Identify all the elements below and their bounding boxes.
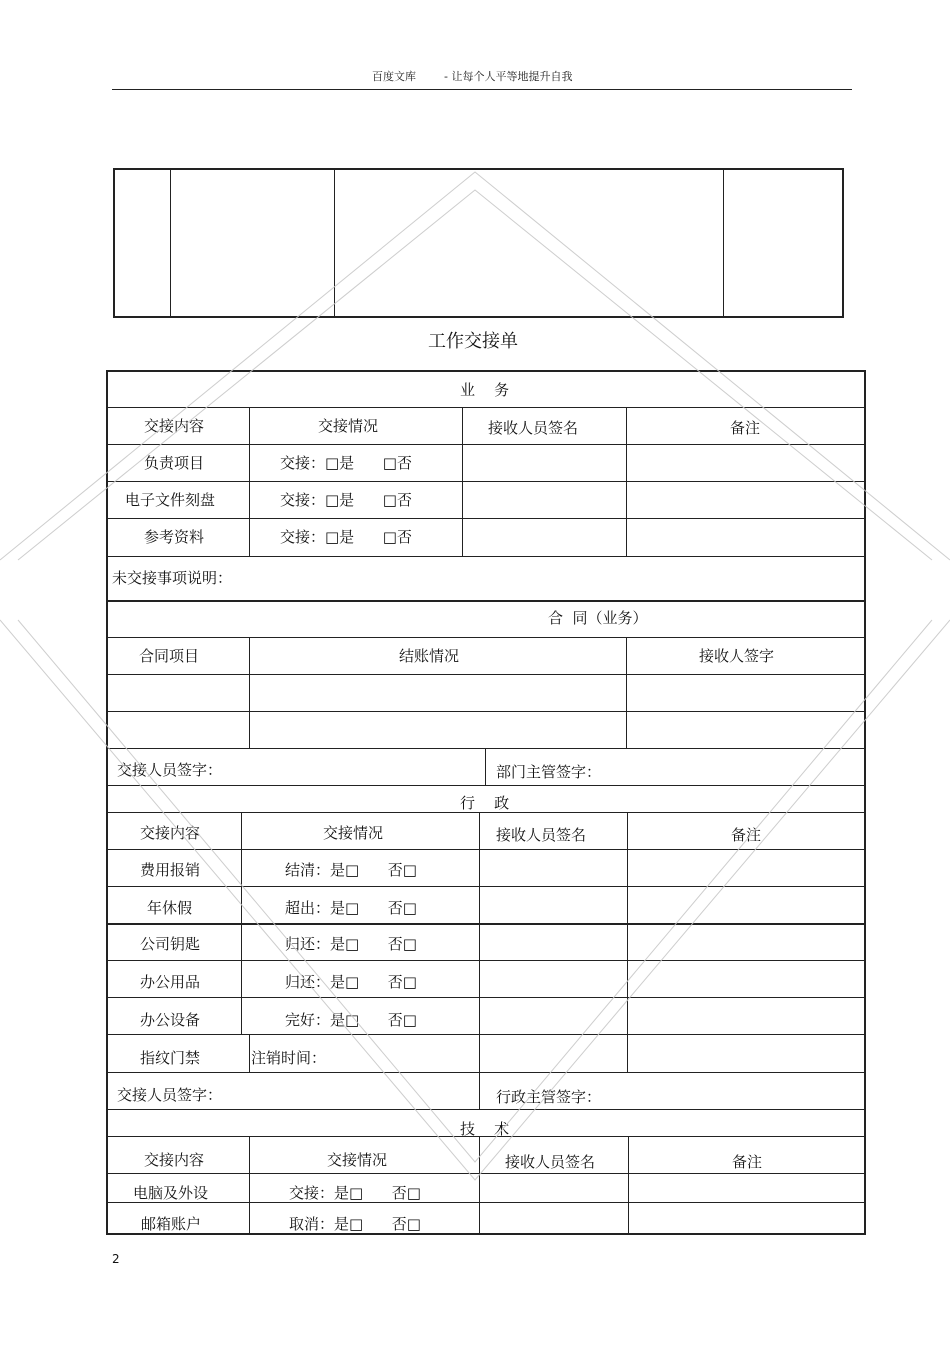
admin-row-status[interactable]: 归还：是□ 否□ bbox=[285, 973, 417, 991]
business-col-header: 接收人员签名 bbox=[488, 419, 579, 437]
tech-row-item: 电脑及外设 bbox=[133, 1184, 209, 1202]
contract-manager-sign: 部门主管签字： bbox=[496, 763, 602, 781]
row-line bbox=[106, 600, 866, 602]
col-line bbox=[485, 748, 486, 785]
business-section-title: 业 务 bbox=[460, 381, 510, 399]
top-table-border bbox=[113, 168, 844, 318]
row-line bbox=[106, 960, 866, 961]
contract-section-title: 合 同（业务） bbox=[548, 609, 648, 627]
row-line bbox=[106, 1173, 866, 1174]
row-line bbox=[106, 481, 866, 482]
page-number: 2 bbox=[112, 1252, 120, 1266]
contract-col-header: 合同项目 bbox=[139, 647, 200, 665]
row-line bbox=[106, 748, 866, 749]
admin-handover-sign: 交接人员签字： bbox=[117, 1086, 223, 1104]
row-line bbox=[106, 1034, 866, 1035]
row-line bbox=[106, 812, 866, 813]
admin-col-header: 备注 bbox=[731, 826, 762, 844]
admin-col-header: 接收人员签名 bbox=[496, 826, 587, 844]
admin-manager-sign: 行政主管签字： bbox=[496, 1088, 602, 1106]
contract-handover-sign: 交接人员签字： bbox=[117, 761, 223, 779]
col-line bbox=[626, 407, 627, 556]
row-line bbox=[106, 997, 866, 998]
admin-col-header: 交接内容 bbox=[140, 824, 201, 842]
col-line bbox=[462, 407, 463, 556]
header-rule bbox=[112, 89, 852, 90]
row-line bbox=[106, 637, 866, 638]
row-line bbox=[106, 849, 866, 850]
admin-row-item: 指纹门禁 bbox=[140, 1049, 201, 1067]
row-line bbox=[106, 1202, 866, 1203]
col-line bbox=[249, 637, 250, 748]
top-table-divider bbox=[723, 168, 724, 318]
row-line bbox=[106, 518, 866, 519]
business-row-item: 参考资料 bbox=[144, 528, 205, 546]
row-line bbox=[106, 407, 866, 408]
col-line bbox=[249, 407, 250, 556]
header-slogan: - 让每个人平等地提升自我 bbox=[444, 70, 573, 83]
contract-col-header: 结账情况 bbox=[399, 647, 460, 665]
row-line bbox=[106, 556, 866, 557]
admin-row-status[interactable]: 注销时间： bbox=[251, 1049, 327, 1067]
col-line bbox=[628, 1136, 629, 1235]
contract-col-header: 接收人签字 bbox=[699, 647, 775, 665]
tech-col-header: 接收人员签名 bbox=[505, 1153, 596, 1171]
admin-row-item: 办公设备 bbox=[140, 1011, 201, 1029]
business-col-header: 交接内容 bbox=[144, 417, 205, 435]
top-table-divider bbox=[334, 168, 335, 318]
admin-section-title: 行 政 bbox=[460, 794, 510, 812]
row-line bbox=[106, 886, 866, 887]
tech-col-header: 备注 bbox=[732, 1153, 763, 1171]
admin-row-status[interactable]: 结清：是□ 否□ bbox=[285, 861, 417, 879]
business-row-item: 负责项目 bbox=[144, 454, 205, 472]
admin-col-header: 交接情况 bbox=[323, 824, 384, 842]
col-line bbox=[626, 637, 627, 748]
tech-section-title: 技 术 bbox=[460, 1120, 510, 1138]
col-line bbox=[249, 1136, 250, 1235]
row-line bbox=[106, 923, 866, 925]
row-line bbox=[106, 1109, 866, 1110]
row-line bbox=[106, 711, 866, 712]
business-col-header: 交接情况 bbox=[318, 417, 379, 435]
admin-row-item: 办公用品 bbox=[140, 973, 201, 991]
form-title: 工作交接单 bbox=[428, 331, 518, 352]
admin-row-status[interactable]: 完好：是□ 否□ bbox=[285, 1011, 417, 1029]
admin-row-item: 公司钥匙 bbox=[140, 935, 201, 953]
admin-row-status[interactable]: 归还：是□ 否□ bbox=[285, 935, 417, 953]
row-line bbox=[106, 785, 866, 786]
tech-row-status[interactable]: 取消：是□ 否□ bbox=[289, 1215, 421, 1233]
col-line bbox=[479, 812, 480, 1109]
business-row-item: 电子文件刻盘 bbox=[125, 491, 216, 509]
business-row-status[interactable]: 交接：□是 □否 bbox=[280, 528, 412, 546]
col-line bbox=[627, 812, 628, 1072]
row-line bbox=[106, 1072, 866, 1073]
admin-row-item: 年休假 bbox=[147, 899, 193, 917]
top-table-divider bbox=[170, 168, 171, 318]
header-site-name: 百度文库 bbox=[372, 70, 416, 83]
col-line bbox=[479, 1136, 480, 1235]
tech-col-header: 交接内容 bbox=[144, 1151, 205, 1169]
unhandled-note-label: 未交接事项说明： bbox=[112, 569, 233, 587]
admin-row-item: 费用报销 bbox=[140, 861, 201, 879]
business-col-header: 备注 bbox=[730, 419, 761, 437]
col-line bbox=[241, 812, 242, 1035]
business-row-status[interactable]: 交接：□是 □否 bbox=[280, 491, 412, 509]
tech-row-item: 邮箱账户 bbox=[141, 1215, 202, 1233]
tech-col-header: 交接情况 bbox=[327, 1151, 388, 1169]
tech-row-status[interactable]: 交接：是□ 否□ bbox=[289, 1184, 421, 1202]
business-row-status[interactable]: 交接：□是 □否 bbox=[280, 454, 412, 472]
col-line bbox=[249, 1034, 250, 1072]
row-line bbox=[106, 444, 866, 445]
admin-row-status[interactable]: 超出：是□ 否□ bbox=[285, 899, 417, 917]
row-line bbox=[106, 674, 866, 675]
